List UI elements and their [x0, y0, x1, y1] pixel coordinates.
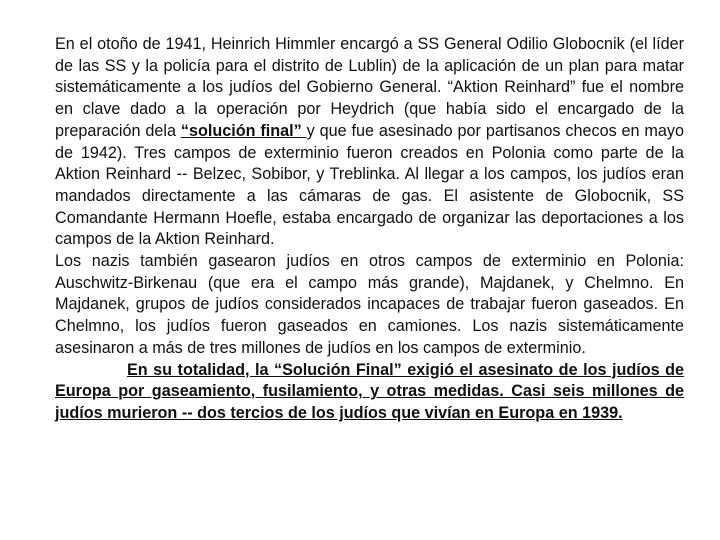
- highlighted-term: “solución final”: [180, 121, 307, 140]
- paragraph-other-camps: Los nazis también gasearon judíos en otros campos de exterminio en Polonia: Auschwitz-Birkenau (que era el campo más grande), Majdanek, y Chelmno. En Majdanek, grupos de judíos considerados incapaces de trabajar fueron gaseados. En Chelmno, los judíos fueron gaseados en camiones. Los nazis sistemáticamente asesinaron a más de tres millones de judíos en los campos de exterminio.: [55, 252, 684, 357]
- conclusion-text: En su totalidad, la “Solución Final” exigió el asesinato de los judíos de Europa por gaseamiento, fusilamiento, y otras medidas. Casi seis millones de judíos murieron -- dos tercios de los judíos que vivían en Europa en 1939.: [55, 360, 684, 422]
- paragraph-text: y que fue asesinado por partisanos checos en mayo de 1942). Tres campos de exterminio fueron creados en Polonia como parte de la Aktion Reinhard -- Belzec, Sobibor, y Treblinka. Al llegar a los campos, los judíos eran mandados directamente a las cámaras de gas. El asistente de Globocnik, SS Comandante Hermann Hoefle, estaba encargado de organizar las deportaciones a los campos de la Aktion Reinhard.: [55, 121, 685, 249]
- paragraph-aktion-reinhard: [55, 34, 684, 251]
- conclusion-paragraph: [55, 360, 684, 425]
- paragraph-text: En el otoño de 1941, Heinrich Himmler encargó a SS General Odilio Globocnik (el líder de las SS y la policía para el distrito de Lublin) de la aplicación de un plan para matar sistemáticamente a los judíos del Gobierno General. “Aktion Reinhard” fue el nombre en clave dado a la operación por Heydrich (que había sido el encargado de la preparación dela: [55, 35, 684, 140]
- document-body: [55, 34, 684, 425]
